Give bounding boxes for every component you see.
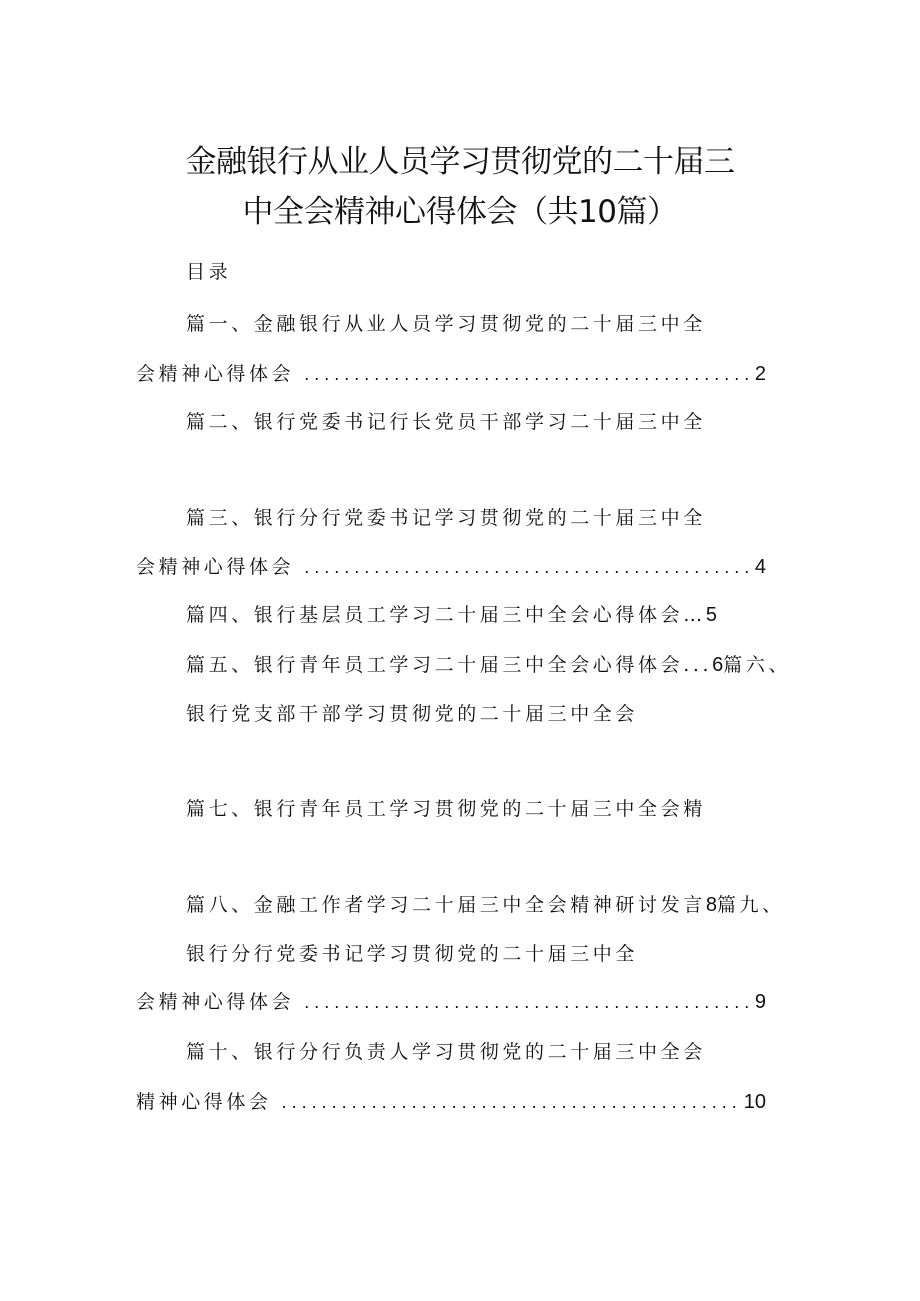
toc-page-number: 5	[705, 604, 717, 626]
toc-entry-text: 篇八、金融工作者学习二十届三中全会精神研讨发言	[186, 894, 706, 916]
toc-entry-1-line-1: 篇一、金融银行从业人员学习贯彻党的二十届三中全	[186, 313, 706, 335]
toc-entry-9-line-1: 银行分行党委书记学习贯彻党的二十届三中全	[186, 943, 639, 965]
toc-entry-10-line-1: 篇十、银行分行负责人学习贯彻党的二十届三中全会	[186, 1041, 706, 1063]
toc-entry-5-6	[186, 651, 791, 679]
toc-entry-7: 篇七、银行青年员工学习贯彻党的二十届三中全会精	[186, 798, 706, 820]
toc-page-number: 9	[754, 991, 766, 1013]
toc-leader-dots	[282, 1088, 740, 1116]
toc-entry-text: 会精神心得体会	[136, 363, 295, 385]
toc-page-number: 8	[705, 894, 717, 916]
toc-entry-9-line-2	[136, 988, 766, 1016]
toc-heading: 目录	[186, 261, 232, 283]
toc-leader-dots	[304, 360, 751, 388]
toc-entry-text: 篇五、银行青年员工学习二十届三中全会心得体会...	[186, 654, 713, 676]
toc-entry-text: 精神心得体会	[136, 1091, 272, 1113]
toc-entry-4	[186, 601, 717, 629]
toc-entry-3-line-2	[136, 553, 766, 581]
toc-entry-1-line-2	[136, 360, 766, 388]
toc-entry-3-line-1: 篇三、银行分行党委书记学习贯彻党的二十届三中全	[186, 507, 706, 529]
toc-entry-text: 会精神心得体会	[136, 556, 295, 578]
document-title-line-2: 中全会精神心得体会（共10篇）	[242, 194, 678, 230]
toc-page-number: 10	[743, 1091, 766, 1113]
toc-page-number: 4	[754, 556, 766, 578]
document-title-line-1: 金融银行从业人员学习贯彻党的二十届三	[185, 144, 735, 180]
toc-leader-dots	[304, 988, 751, 1016]
toc-page-number: 6	[712, 654, 724, 676]
toc-entry-text: 篇六、	[723, 654, 792, 676]
toc-entry-text: 会精神心得体会	[136, 991, 295, 1013]
toc-entry-10-line-2	[136, 1088, 766, 1116]
toc-entry-text: 篇九、	[716, 894, 785, 916]
toc-entry-text: 篇四、银行基层员工学习二十届三中全会心得体会…	[186, 604, 706, 626]
toc-page-number: 2	[754, 363, 766, 385]
toc-entry-6: 银行党支部干部学习贯彻党的二十届三中全会	[186, 703, 639, 725]
toc-entry-2: 篇二、银行党委书记行长党员干部学习二十届三中全	[186, 411, 706, 433]
toc-leader-dots	[304, 553, 751, 581]
toc-entry-8-9	[186, 891, 785, 919]
